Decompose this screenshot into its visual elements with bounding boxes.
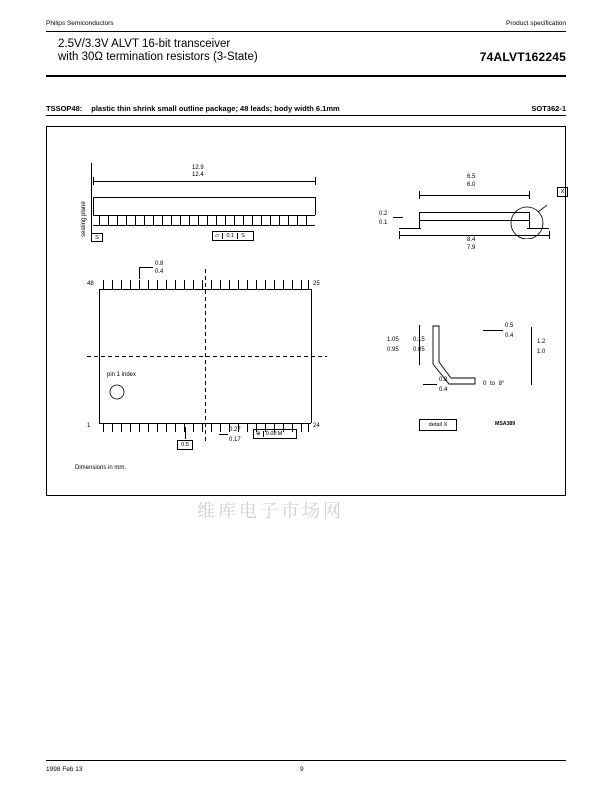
pin-24-label: 24	[313, 423, 320, 429]
position-value: 0.08	[263, 431, 277, 437]
pin-1-label: 1	[87, 423, 91, 429]
elev-dim-tick-r	[315, 177, 316, 185]
flatness-symbol: ⏥	[215, 233, 220, 239]
detail-height-max-value: 1.05	[387, 337, 399, 343]
pin-48-label: 48	[87, 281, 94, 287]
detail-foot-height-min-value: 1.0	[537, 349, 546, 355]
package-band	[46, 104, 566, 113]
elev-dim-tick-l	[93, 177, 94, 185]
lead-span-min-value: 7.9	[467, 245, 476, 251]
page-title	[58, 38, 458, 64]
dimensions-note: Dimensions in mm.	[75, 465, 127, 471]
detail-foot-height-dim-line	[531, 327, 532, 385]
standoff-max-value: 0.2	[379, 211, 388, 217]
end-width-tick-l	[419, 191, 420, 199]
detail-lead-thick-max-value: 0.15	[413, 337, 425, 343]
pin-1-index-icon	[107, 382, 127, 402]
standoff-min-value: 0.1	[379, 220, 388, 226]
title-line-1: 2.5V/3.3V ALVT 16-bit transceiver	[58, 38, 231, 50]
detail-toe-leader	[423, 384, 437, 385]
title-divider	[46, 75, 566, 77]
detail-height-dim-line	[419, 325, 420, 365]
package-description: plastic thin shrink small outline package; 48 leads; body width 6.1mm	[91, 104, 340, 113]
header-company: Philips Semiconductors	[46, 20, 114, 27]
header-doctype: Product specification	[506, 20, 566, 27]
end-lead-left	[399, 228, 421, 229]
header-divider	[46, 31, 566, 32]
lead-width-leader-v	[139, 267, 140, 279]
detail-x-circle	[507, 199, 547, 239]
end-width-dim-line	[419, 195, 529, 196]
lead-thick-max-value: 0.27	[229, 427, 241, 433]
lead-thick-min-value: 0.17	[229, 437, 241, 443]
end-lead-bend-left	[419, 220, 420, 228]
footer-page-number: 9	[300, 766, 304, 773]
page-header	[46, 20, 566, 27]
pitch-leader	[185, 427, 186, 439]
elev-body-left	[93, 197, 94, 215]
part-number: 74ALVT162245	[479, 50, 566, 64]
lead-thick-leader	[219, 434, 228, 435]
detail-foot-len-leader	[483, 330, 503, 331]
drawing-id: MSA389	[495, 421, 516, 427]
flatness-value: 0.1	[222, 233, 234, 239]
detail-angle-max: 8°	[498, 381, 505, 387]
end-body-left	[419, 212, 420, 220]
standoff-leader	[393, 217, 403, 218]
width-max-value: 6.5	[467, 174, 476, 180]
position-tolerance-frame	[253, 429, 297, 439]
width-min-value: 6.0	[467, 182, 476, 188]
seating-plane-line	[91, 163, 92, 235]
detail-toe-max-value: 0.8	[439, 377, 448, 383]
pitch-box: 0.5	[177, 440, 193, 450]
detail-toe-min-value: 0.4	[439, 387, 448, 393]
length-min-value: 12.4	[192, 172, 204, 178]
position-modifier: M	[277, 431, 283, 437]
plan-centerline-horizontal	[87, 356, 327, 357]
position-symbol: ⊕	[256, 431, 261, 437]
footer-divider	[46, 760, 566, 761]
package-drawing-frame	[46, 126, 566, 522]
lead-width-max-value: 0.8	[155, 261, 164, 267]
detail-x-marker: X	[557, 187, 568, 197]
datum-s-box: S	[91, 233, 103, 242]
pin-1-index-label: pin 1 index	[107, 372, 137, 378]
detail-height-min-value: 0.95	[387, 347, 399, 353]
lead-width-leader	[139, 267, 153, 268]
detail-foot-height-max-value: 1.2	[537, 339, 546, 345]
flatness-datum: S	[237, 233, 245, 239]
detail-x-label-box: detail X	[419, 419, 457, 431]
detail-foot-len-min-value: 0.4	[505, 333, 514, 339]
watermark: 维库电子市场网	[197, 501, 344, 522]
title-line-2: with 30Ω termination resistors (3-State)	[58, 51, 258, 63]
lead-span-tick-r	[549, 231, 550, 239]
lead-width-min-value: 0.4	[155, 269, 164, 275]
package-outline-code: SOT362-1	[531, 104, 566, 113]
end-width-tick-r	[529, 191, 530, 199]
detail-foot-len-max-value: 0.5	[505, 323, 514, 329]
pin-25-label: 25	[313, 281, 320, 287]
detail-angle-min: 0	[483, 381, 487, 387]
lead-span-tick-l	[399, 231, 400, 239]
flatness-control-frame	[212, 231, 254, 241]
length-max-value: 12.9	[192, 165, 204, 171]
detail-angle-prefix: to	[490, 381, 496, 387]
detail-lead-thick-min-value: 0.05	[413, 347, 425, 353]
detail-angle-group	[483, 381, 504, 387]
package-band-divider	[46, 115, 566, 116]
seating-plane-label: seating plane	[81, 201, 87, 237]
package-label: TSSOP48:	[46, 104, 83, 113]
elev-body-top	[93, 197, 315, 198]
footer-date: 1998 Feb 13	[46, 766, 83, 773]
elev-body-right	[315, 197, 316, 215]
elev-length-dim-line	[93, 181, 315, 182]
lead-span-max-value: 8.4	[467, 237, 476, 243]
